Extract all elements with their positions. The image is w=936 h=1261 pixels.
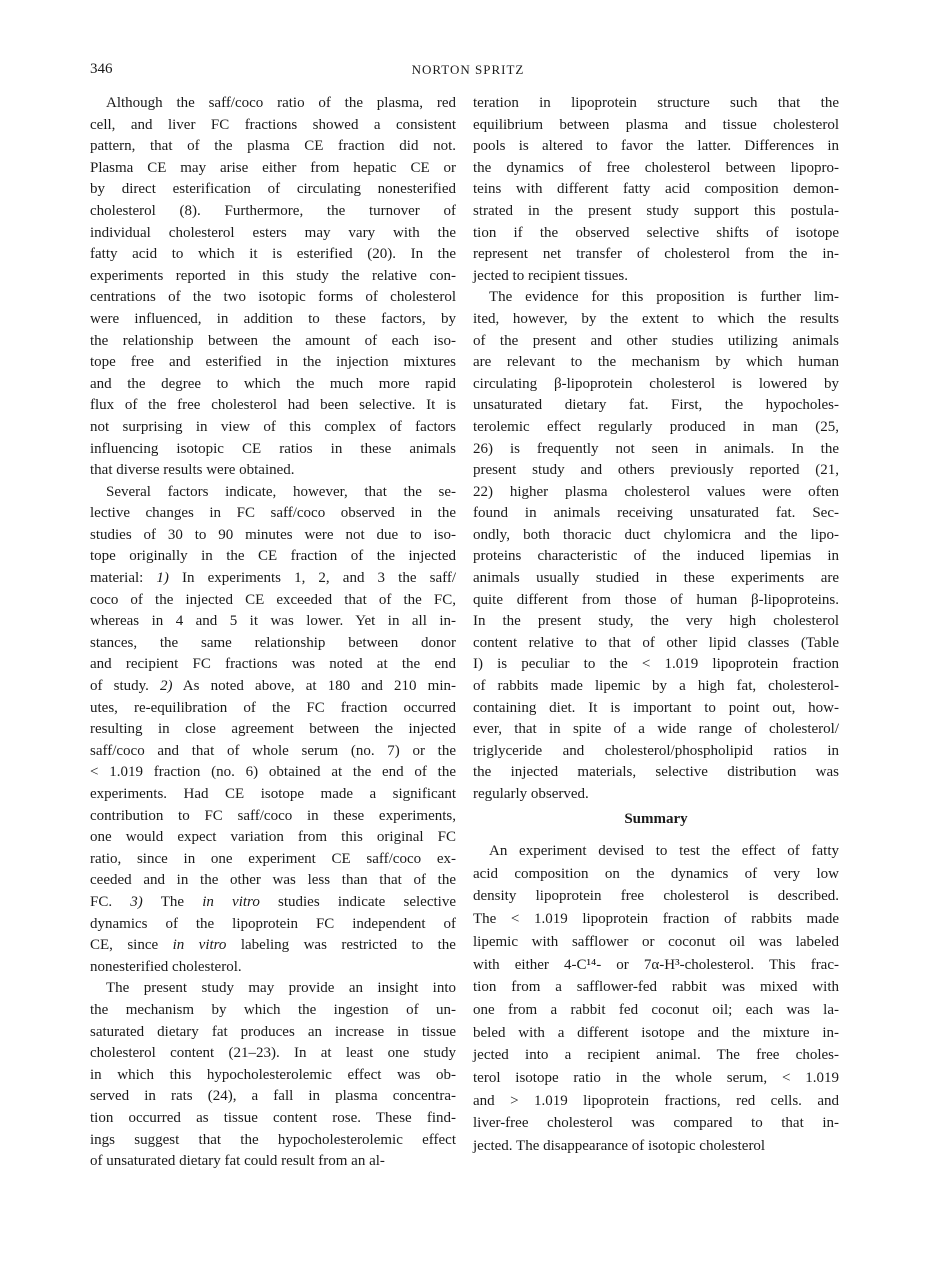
text-line: < 1.019 fraction (no. 6) obtained at the end of the (90, 764, 456, 781)
text-line: saff/coco and that of whole serum (no. 7) or the (90, 742, 456, 759)
text-line: In the present study, the very high cholesterol (473, 613, 839, 630)
summary-heading: Summary (624, 811, 688, 827)
text-line: dynamics of the lipoprotein FC independent of (90, 915, 456, 932)
text-line: jected to recipient tissues. (473, 267, 628, 284)
text-line: The evidence for this proposition is further lim- (489, 289, 839, 306)
text-line: animals usually studied in these experiments are (473, 570, 839, 587)
paragraph (473, 840, 839, 1158)
text-line: ceeded and in the other was less than that of the (90, 872, 456, 889)
text-line: jected into a recipient animal. The free choles- (473, 1047, 839, 1064)
text-segment: CE, since (90, 937, 173, 954)
text-line: An experiment devised to test the effect of fatty (489, 843, 839, 859)
text-segment: As noted above, at 180 and 210 min- (172, 678, 456, 695)
text-line: circulating β-lipoprotein cholesterol is lowered by (473, 375, 839, 392)
text-line: saturated dietary fat produces an increase in tissue (90, 1023, 456, 1040)
running-head: NORTON SPRITZ (411, 62, 525, 77)
text-line (90, 892, 456, 914)
text-segment: labeling was restricted to the (226, 937, 456, 954)
text-line: 22) higher plasma cholesterol values were often (473, 483, 839, 500)
italic-text: in vitro (202, 893, 260, 910)
text-line: cell, and liver FC fractions showed a consistent (90, 116, 456, 133)
text-segment: FC. (90, 893, 131, 910)
text-line: one from a rabbit fed coconut oil; each was la- (473, 1001, 839, 1018)
text-line: flux of the free cholesterol had been selective. It is (90, 397, 456, 414)
paragraph (90, 978, 456, 1172)
text-line: and > 1.019 lipoprotein fractions, red cells. and (473, 1092, 839, 1109)
text-line: The present study may provide an insight into (106, 980, 456, 997)
text-line: content relative to that of other lipid classes (Table (473, 634, 839, 651)
text-line: of rabbits made lipemic by a high fat, cholesterol- (473, 678, 839, 695)
text-line: and recipient FC fractions was noted at the end (90, 656, 456, 673)
text-line: by direct esterification of circulating nonesterified (90, 181, 456, 198)
text-line: ever, that in spite of a wide range of cholesterol/ (473, 721, 839, 738)
text-line: found in animals receiving unsaturated fat. Sec- (473, 505, 839, 522)
paragraph (90, 482, 456, 979)
summary-body (473, 840, 839, 1158)
text-segment: of study. (90, 678, 161, 695)
text-line: ratio, since in one experiment CE saff/coco ex- (90, 850, 456, 867)
text-line: cholesterol content (21–23). In at least one study (90, 1045, 456, 1062)
text-line: contribution to FC saff/coco in these experiments, (90, 807, 456, 824)
text-line: centrations of the two isotopic forms of cholesterol (90, 289, 456, 306)
text-line: one would expect variation from this original FC (90, 829, 456, 846)
text-line: utes, re-equilibration of the FC fraction occurred (90, 699, 456, 716)
text-line: coco of the injected CE exceeded that of the FC, (90, 591, 456, 608)
text-line: cholesterol (8). Furthermore, the turnover of (90, 202, 456, 219)
text-line: quite different from those of human β-lipoproteins. (473, 591, 839, 608)
text-line: experiments. Had CE isotope made a significant (90, 786, 456, 802)
text-line: experiments reported in this study the relative con- (90, 267, 456, 284)
text-line: pools is altered to favor the latter. Differences in (473, 138, 839, 155)
text-line: tion from a safflower-fed rabbit was mixed with (473, 979, 839, 996)
text-line: nonesterified cholesterol. (90, 958, 242, 975)
text-line: triglyceride and cholesterol/phospholipid ratios in (473, 742, 839, 759)
text-line: equilibrium between plasma and tissue cholesterol (473, 116, 839, 133)
text-line: acid composition on the dynamics of very low (473, 865, 839, 882)
text-line: the dynamics of free cholesterol between lipopro- (473, 159, 839, 176)
text-line: in which this hypocholesterolemic effect was ob- (90, 1066, 456, 1083)
text-line: teins with different fatty acid composition demon- (473, 181, 839, 198)
text-line: tion occurred as tissue content rose. These find- (90, 1109, 456, 1126)
text-line: The < 1.019 lipoprotein fraction of rabbits made (473, 911, 839, 928)
text-line (90, 676, 456, 698)
text-line: influencing isotopic CE ratios in these animals (90, 440, 456, 457)
text-line: I) is peculiar to the < 1.019 lipoprotein fraction (473, 656, 839, 673)
text-line: stances, the same relationship between donor (90, 634, 456, 651)
text-line: that diverse results were obtained. (90, 462, 295, 479)
text-line: studies of 30 to 90 minutes were not due to iso- (90, 526, 456, 543)
text-line: tion if the observed selective shifts of isotope (473, 224, 839, 241)
text-line (90, 935, 456, 957)
text-segment: material: (90, 570, 157, 587)
text-segment: The (142, 893, 203, 910)
text-line: jected. The disappearance of isotopic cholesterol (473, 1138, 766, 1155)
text-line: Several factors indicate, however, that the se- (106, 483, 456, 500)
text-line (90, 568, 456, 590)
text-line: regularly observed. (473, 786, 589, 802)
text-line: density lipoprotein free cholesterol is described. (473, 888, 839, 905)
text-line: tope originally in the CE fraction of the injected (90, 548, 456, 565)
text-line: terolemic effect regularly produced in man (25, (473, 418, 839, 435)
text-segment: studies indicate selective (259, 893, 456, 910)
text-line: the relationship between the amount of each iso- (90, 332, 456, 349)
text-line: terol isotope ratio in the whole serum, < 1.019 (473, 1070, 839, 1087)
text-line: tope free and esterified in the injection mixtures (90, 354, 456, 371)
italic-text: 2) (160, 678, 173, 695)
text-line: and the degree to which the much more rapid (90, 375, 456, 392)
text-line: containing diet. It is important to point out, how- (473, 699, 839, 716)
italic-text: in vitro (172, 937, 227, 954)
text-line: pattern, that of the plasma CE fraction did not. (90, 138, 456, 155)
text-line: of unsaturated dietary fat could result from an al- (90, 1153, 385, 1170)
text-line: were influenced, in addition to these factors, by (90, 310, 456, 327)
text-line: served in rats (24), a fall in plasma concentra- (90, 1088, 456, 1105)
text-line: resulting in close agreement between the injected (90, 721, 456, 738)
text-segment: In experiments 1, 2, and 3 the saff/ (168, 570, 456, 587)
paragraph (90, 93, 456, 482)
text-line: ings suggest that the hypocholesterolemic effect (90, 1131, 456, 1148)
left-column (90, 93, 456, 1173)
text-line: strated in the present study support this postula- (473, 202, 839, 219)
text-line: the injected materials, selective distribution was (473, 764, 839, 781)
text-line: lective changes in FC saff/coco observed in the (90, 505, 456, 522)
text-line: present study and others previously reported (21, (473, 462, 839, 479)
italic-text: 1) (156, 570, 169, 587)
text-line: ondly, both thoracic duct chylomicra and the lipo- (473, 526, 839, 543)
text-line: liver-free cholesterol was compared to that in- (473, 1115, 839, 1132)
text-line: of the present and other studies utilizing animals (473, 332, 839, 349)
text-line: with either 4-C¹⁴- or 7α-H³-cholesterol. This frac- (473, 956, 839, 973)
text-line: unsaturated dietary fat. First, the hypocholes- (473, 397, 839, 414)
paragraph (473, 93, 839, 287)
text-line: not surprising in view of this complex of factors (90, 418, 456, 435)
page-number: 346 (90, 61, 113, 77)
paragraph (473, 287, 839, 805)
right-column (473, 93, 839, 806)
text-line: individual cholesterol esters may vary with the (90, 224, 456, 241)
text-line: represent net transfer of cholesterol from the in- (473, 246, 839, 263)
text-line: 26) is frequently not seen in animals. In the (473, 440, 839, 457)
text-line: ited, however, by the extent to which the results (473, 310, 839, 327)
text-line: Although the saff/coco ratio of the plasma, red (106, 95, 456, 111)
text-line: whereas in 4 and 5 it was lower. Yet in all in- (90, 613, 456, 630)
text-line: teration in lipoprotein structure such that the (473, 95, 839, 111)
text-line: are relevant to the mechanism by which human (473, 354, 839, 371)
text-line: fatty acid to which it is esterified (20). In the (90, 246, 456, 263)
text-line: proteins characteristic of the induced lipemias in (473, 548, 839, 565)
text-line: beled with a different isotope and the mixture in- (473, 1024, 839, 1041)
text-line: Plasma CE may arise either from hepatic CE or (90, 159, 456, 176)
text-line: the mechanism by which the ingestion of un- (90, 1001, 456, 1018)
text-line: lipemic with safflower or coconut oil was labeled (473, 933, 839, 950)
italic-text: 3) (130, 893, 143, 910)
